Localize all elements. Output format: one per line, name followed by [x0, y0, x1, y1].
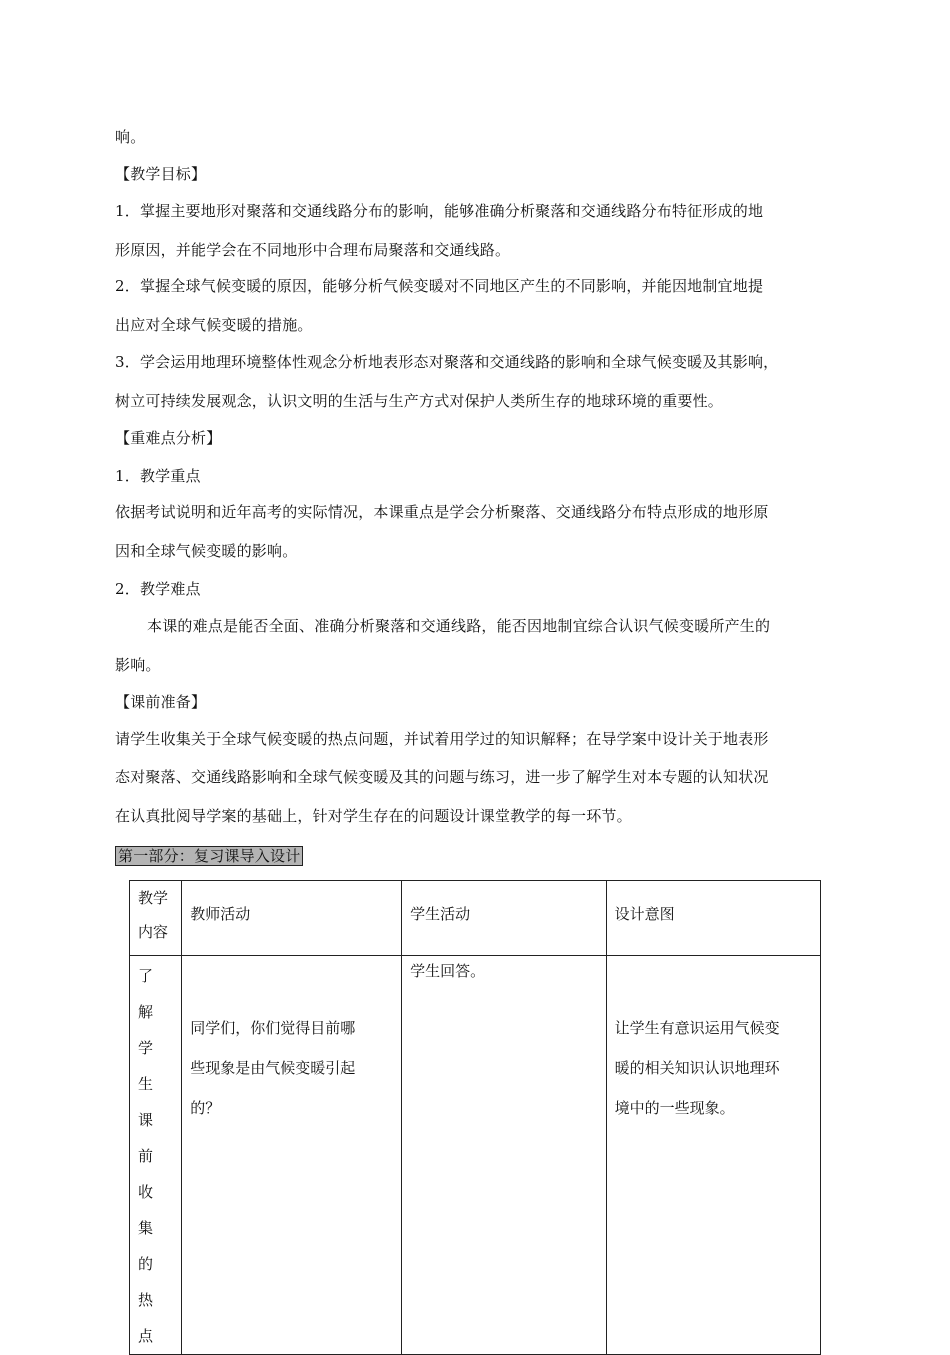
text-line: 1．教学重点	[115, 467, 201, 485]
cell-intent-line: 让学生有意识运用气候变	[614, 1019, 780, 1037]
text-line: 因和全球气候变暖的影响。	[115, 542, 298, 560]
header-content	[130, 881, 182, 956]
cell-teacher-line: 些现象是由气候变暖引起	[190, 1059, 356, 1077]
text-line: 请学生收集关于全球气候变暖的热点问题，并试着用学过的知识解释；在导学案中设计关于地表形	[115, 730, 769, 748]
cell-content-line: 收 集	[138, 1183, 169, 1237]
text-line: 态对聚落、交通线路影响和全球气候变暖及其的问题与练习，进一步了解学生对本专题的认知状况	[115, 768, 769, 786]
cell-student-text: 学生回答。	[410, 962, 486, 980]
text-line: 出应对全球气候变暖的措施。	[115, 316, 313, 334]
cell-content-line: 课 前	[138, 1111, 169, 1165]
text-line: 形原因，并能学会在不同地形中合理布局聚落和交通线路。	[115, 241, 511, 259]
text-line: 2．教学难点	[115, 580, 201, 598]
text-line: 2．掌握全球气候变暖的原因，能够分析气候变暖对不同地区产生的不同影响，并能因地制宜地提	[115, 277, 764, 295]
cell-intent-line: 暖的相关知识认识地理环	[614, 1059, 780, 1077]
cell-student	[402, 956, 606, 1355]
heading-objectives: 【教学目标】	[115, 165, 207, 183]
header-teacher: 教师活动	[182, 881, 402, 956]
text-line: 本课的难点是能否全面、准确分析聚落和交通线路，能否因地制宜综合认识气候变暖所产生的	[147, 617, 771, 635]
text-line: 响。	[115, 128, 146, 146]
text-line: 3．学会运用地理环境整体性观念分析地表形态对聚落和交通线路的影响和全球气候变暖及其影响，	[115, 353, 779, 371]
heading-preparation: 【课前准备】	[115, 693, 207, 711]
cell-content-line: 学 生	[138, 1039, 169, 1093]
cell-content-line: 的 热	[138, 1255, 169, 1309]
cell-teacher-line: 的？	[190, 1099, 221, 1117]
cell-intent	[606, 956, 820, 1355]
text-line: 1．掌握主要地形对聚落和交通线路分布的影响，能够准确分析聚落和交通线路分布特征形成的地	[115, 202, 764, 220]
cell-content	[130, 956, 182, 1355]
header-student: 学生活动	[402, 881, 606, 956]
table-row	[130, 956, 821, 1355]
section-title-line	[115, 846, 845, 866]
header-intent: 设计意图	[606, 881, 820, 956]
text-line: 树立可持续发展观念，认识文明的生活与生产方式对保护人类所生存的地球环境的重要性。	[115, 392, 724, 410]
lesson-table	[129, 880, 821, 1355]
cell-content-line: 了 解	[138, 967, 169, 1021]
cell-teacher	[182, 956, 402, 1355]
header-content-line: 教学	[138, 889, 169, 907]
text-line: 在认真批阅导学案的基础上，针对学生存在的问题设计课堂教学的每一环节。	[115, 807, 632, 825]
text-line: 依据考试说明和近年高考的实际情况，本课重点是学会分析聚落、交通线路分布特点形成的地形原	[115, 503, 769, 521]
table-header-row	[130, 881, 821, 956]
header-content-line: 内容	[138, 923, 169, 941]
cell-content-line: 点	[138, 1327, 154, 1345]
cell-teacher-line: 同学们，你们觉得目前哪	[190, 1019, 356, 1037]
section-title: 第一部分：复习课导入设计	[115, 846, 303, 866]
heading-key-points: 【重难点分析】	[115, 429, 222, 447]
cell-intent-line: 境中的一些现象。	[614, 1099, 735, 1117]
text-line: 影响。	[115, 656, 161, 674]
